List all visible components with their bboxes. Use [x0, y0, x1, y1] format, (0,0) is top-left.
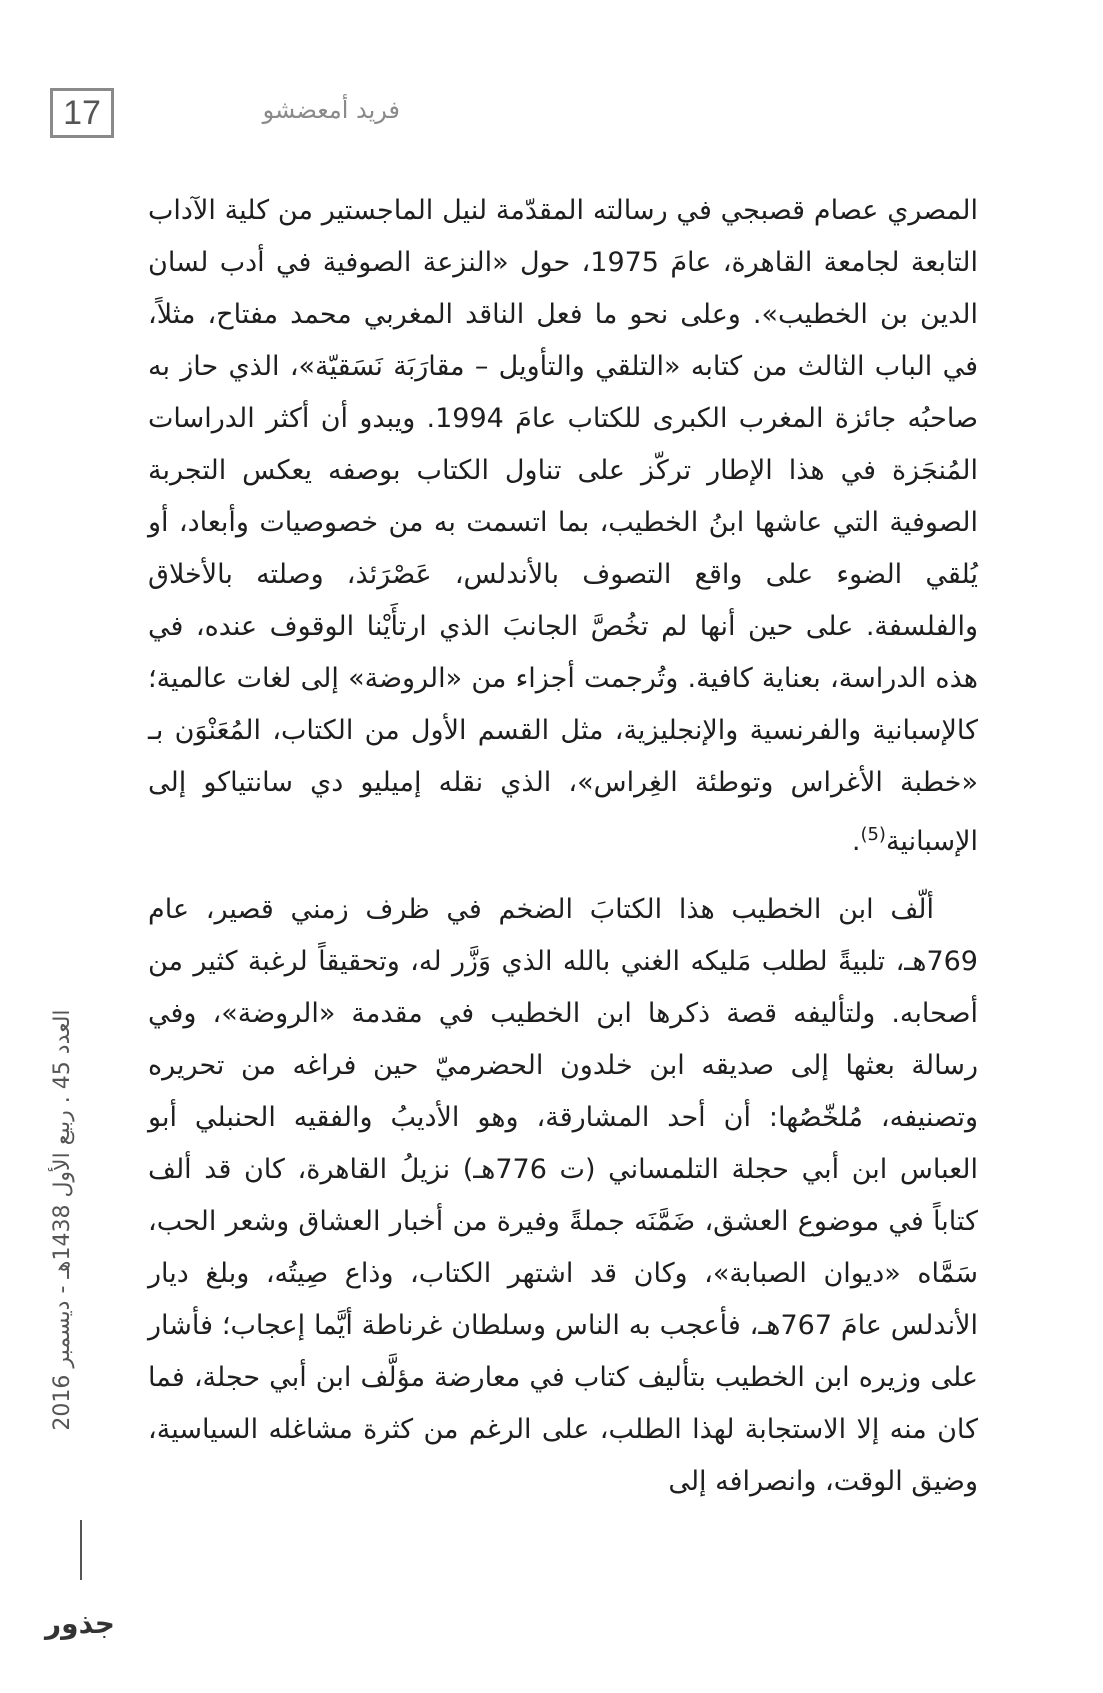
- paragraph: ألّف ابن الخطيب هذا الكتابَ الضخم في ظرف زمني قصير، عام 769هـ، تلبيةً لطلب مَليكه الغني بالله الذي وَزَّر له، وتحقيقاً لرغبة كثير من أصحابه. ولتأليفه قصة ذكرها ابن الخطيب في مقدمة «الروضة»، وفي رسالة بعثها إلى صديقه ابن خلدون الحضرميّ حين فراغه من تحريره وتصنيفه، مُلخّصُها: أن أحد المشارقة، وهو الأديبُ والفقيه الحنبلي أبو العباس ابن أبي حجلة التلمساني (ت 776هـ) نزيلُ القاهرة، كان قد ألف كتاباً في موضوع العشق، ضَمَّنَه جملةً وفيرة من أخبار العشاق وشعر الحب، سَمَّاه «ديوان الصبابة»، وكان قد اشتهر الكتاب، وذاع صِيتُه، وبلغ ديار الأندلس عامَ 767هـ، فأعجب به الناس وسلطان غرناطة أيَّما إعجاب؛ فأشار على وزيره ابن الخطيب بتأليف كتاب في معارضة مؤلَّف ابن أبي حجلة، فما كان منه إلا الاستجابة لهذا الطلب، على الرغم من كثرة مشاغله السياسية، وضيق الوقت، وانصرافه إلى: [148, 894, 978, 1497]
- running-header-author: فريد أمعضشو: [262, 96, 400, 124]
- paragraph: [148, 185, 978, 868]
- paragraph-text: المصري عصام قصبجي في رسالته المقدّمة لنيل الماجستير من كلية الآداب التابعة لجامعة القاهرة، عامَ 1975، حول «النزعة الصوفية في أدب لسان الدين بن الخطيب». وعلى نحو ما فعل الناقد المغربي محمد مفتاح، مثلاً، في الباب الثالث من كتابه «التلقي والتأويل – مقارَبَة نَسَقيّة»، الذي حاز به صاحبُه جائزة المغرب الكبرى للكتاب عامَ 1994. ويبدو أن أكثر الدراسات المُنجَزة في هذا الإطار تركّز على تناول الكتاب بوصفه يعكس التجربة الصوفية التي عاشها ابنُ الخطيب، بما اتسمت به من خصوصيات وأبعاد، أو يُلقي الضوء على واقع التصوف بالأندلس، عَصْرَئذ، وصلته بالأخلاق والفلسفة. على حين أنها لم تخُصَّ الجانبَ الذي ارتأَيْنا الوقوف عنده، في هذه الدراسة، بعناية كافية. وتُرجمت أجزاء من «الروضة» إلى لغات عالمية؛ كالإسبانية والفرنسية والإنجليزية، مثل القسم الأول من الكتاب، المُعَنْوَن بـ «خطبة الأغراس وتوطئة الغِراس»، الذي نقله إميليو دي سانتياكو إلى الإسبانية: [148, 195, 978, 857]
- page-number: 17: [50, 88, 114, 138]
- journal-logo: جذور: [45, 1607, 115, 1640]
- footer-divider: [80, 1520, 82, 1580]
- issue-info: العدد 45 . ربيع الأول 1438هـ - ديسمبر 2016: [50, 1009, 75, 1431]
- footnote-marker[interactable]: (5): [860, 824, 886, 845]
- article-body: [148, 185, 978, 1508]
- paragraph-end: .: [851, 826, 861, 857]
